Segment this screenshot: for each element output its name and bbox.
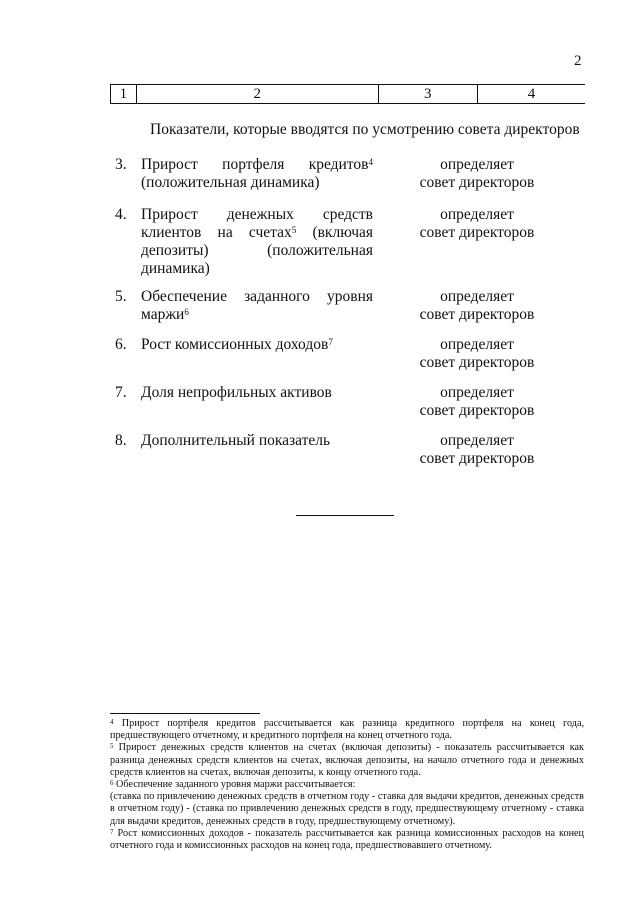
indicator-value: определяет совет директоров (419, 288, 535, 323)
indicator-number: 7. (115, 384, 127, 401)
indicator-number: 8. (115, 432, 127, 449)
footnote-ref: 4 (368, 157, 373, 167)
footnote-ref: 7 (328, 337, 333, 347)
indicator-name: Прирост портфеля кредитов$^4$ (положительная динамика) (141, 156, 373, 191)
indicator-name: Доля непрофильных активов (141, 384, 332, 401)
footnote: $^4$ Прирост портфеля кредитов рассчитывается как разница кредитного портфеля на конец года, предшествующего отчетному, и кредитного портфеля на конец отчетного года. (110, 718, 585, 742)
column-number-3: 3 (378, 85, 477, 104)
indicator-name: Рост комиссионных доходов$^7$ (141, 336, 333, 353)
footnote: $^7$ Рост комиссионных доходов - показатель рассчитывается как разница комиссионных расходов на конец отчетного года и комиссионных расходов на конец года, предшествовавшего отчетному. (110, 827, 585, 852)
indicator-value: определяет совет директоров (419, 206, 535, 241)
indicator-number: 6. (115, 336, 127, 353)
indicator-value: определяет совет директоров (419, 384, 535, 419)
separator-line (296, 515, 394, 516)
column-number-4: 4 (477, 85, 585, 104)
footnote: $^6$ Обеспечение заданного уровня маржи рассчитывается: (110, 779, 356, 791)
indicator-value: определяет совет директоров (419, 432, 535, 467)
footnotes (110, 718, 584, 852)
indicator-value: определяет совет директоров (419, 156, 535, 191)
indicator-number: 5. (115, 288, 127, 305)
page-number: 2 (574, 53, 582, 69)
footnote: (ставка по привлечению денежных средств в отчетном году - ставка для выдачи кредитов, денежных средств в отчетном году) - (ставка по привлечению денежных средств в году, предшествующему отчетному - ставка для выдачи кредитов, денежных средств в году, предшествующему отчетному). (110, 791, 584, 827)
footnote: $^5$ Прирост денежных средств клиентов на счетах (включая депозиты) - показатель рассчитывается как разница денежных средств клиентов на счетах, включая депозиты, на начало отчетного года и денежных средств клиентов на счетах, включая депозиты, к концу отчетного года. (110, 742, 585, 778)
indicator-name: Дополнительный показатель (141, 432, 331, 449)
column-number-1: 1 (111, 85, 137, 104)
column-number-2: 2 (136, 85, 378, 104)
footnote-rule (110, 713, 260, 714)
section-title: Показатели, которые вводятся по усмотрению совета директоров (150, 121, 580, 138)
footnote-ref: 6 (184, 307, 189, 317)
indicator-name: Обеспечение заданного уровня маржи$^6$ (141, 288, 373, 323)
column-number-header (110, 84, 585, 104)
indicator-name: Прирост денежных средств клиентов на счетах$^5$ (включая депозиты) (положительная динамика) (141, 206, 373, 277)
indicator-value: определяет совет директоров (419, 336, 535, 371)
footnote-ref: 5 (291, 225, 297, 235)
indicator-number: 3. (115, 156, 127, 173)
indicator-number: 4. (115, 206, 127, 223)
